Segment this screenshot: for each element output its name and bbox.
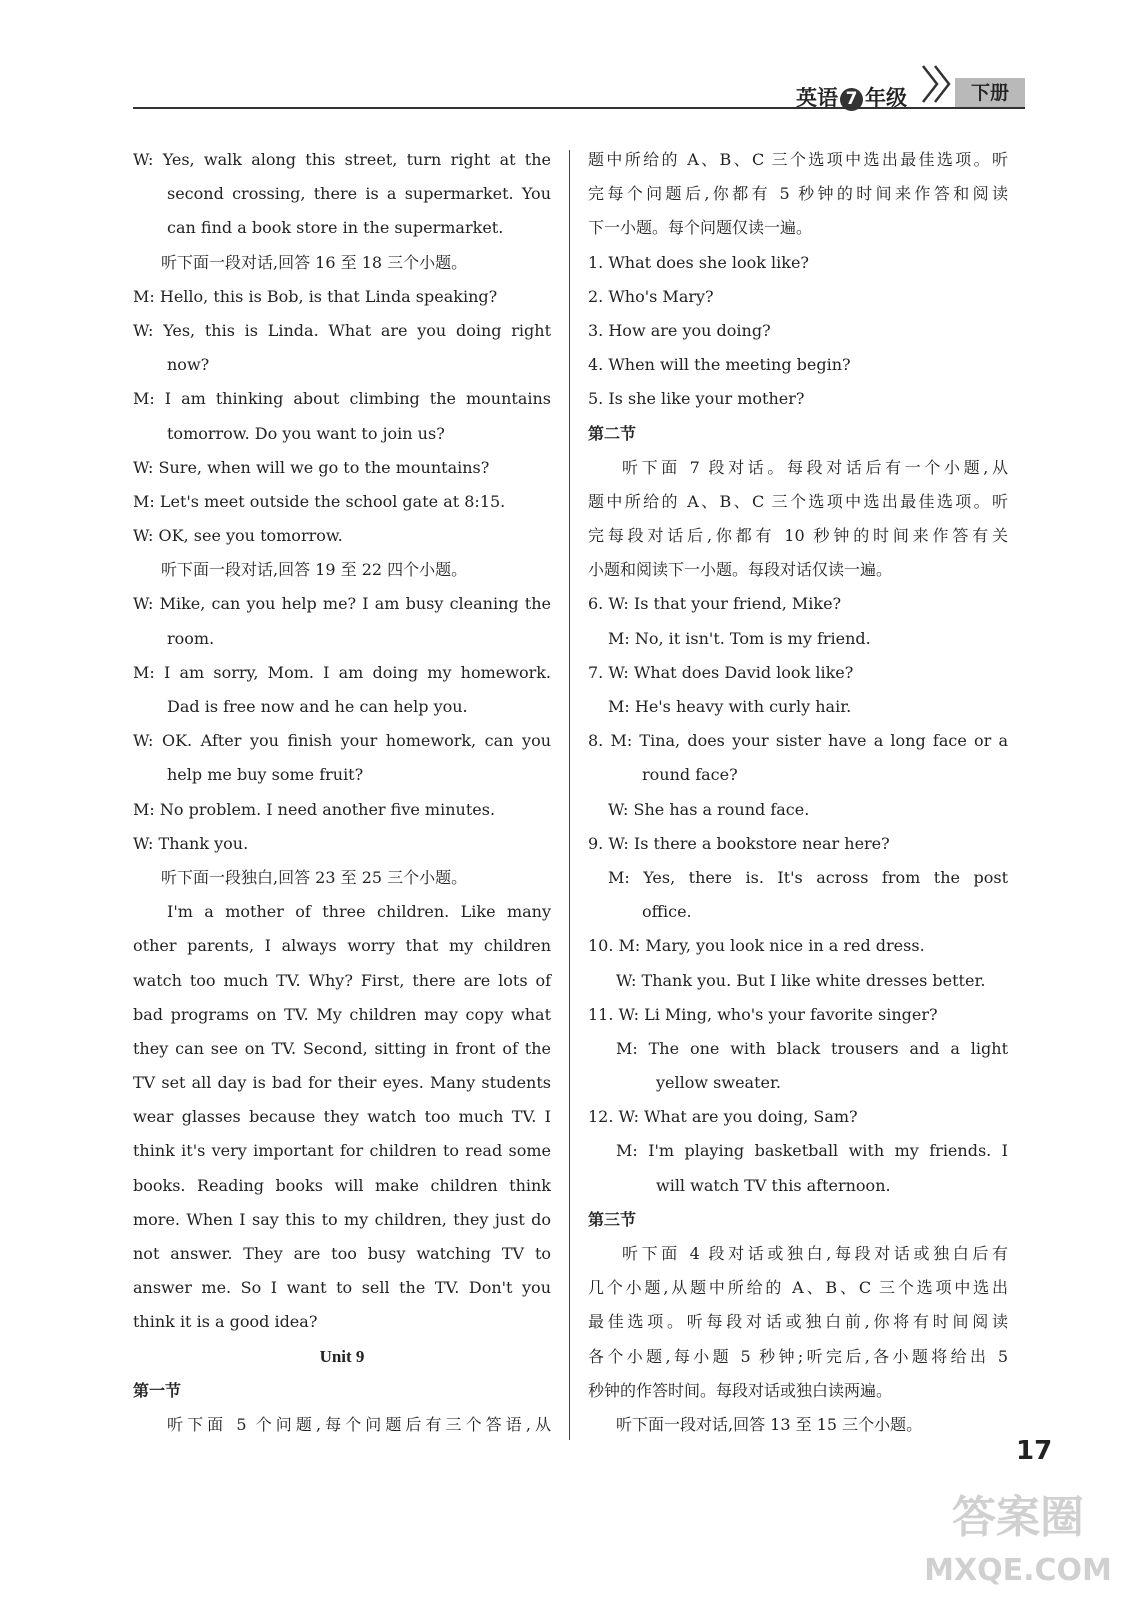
left-column-line: Unit 9 <box>319 1346 365 1366</box>
left-column-line: M: I am thinking about climbing the mountains <box>133 389 551 409</box>
left-column-line: think it's very important for children to read some <box>133 1141 551 1161</box>
right-column-line: 1. What does she look like? <box>588 252 810 272</box>
right-column-line: 2. Who's Mary? <box>588 286 714 306</box>
header-title <box>796 82 907 112</box>
left-column-line: 听下面一段对话,回答 16 至 18 三个小题。 <box>161 252 468 272</box>
left-column-line: they can see on TV. Second, sitting in front of the <box>133 1038 551 1058</box>
right-column-line: W: She has a round face. <box>608 799 810 819</box>
left-column-line: W: OK. After you finish your homework, can you <box>133 731 551 751</box>
right-column-line: 第二节 <box>588 423 637 443</box>
right-column-line: 听下面 4 段对话或独白,每段对话或独白后有 <box>622 1244 1008 1263</box>
right-column-line: 小题和阅读下一小题。每段对话仅读一遍。 <box>588 560 893 580</box>
subject-label: 英语 <box>796 86 838 110</box>
right-column-line: 最佳选项。听每段对话或独白前,你将有时间阅读 <box>588 1312 1008 1332</box>
left-column-line: 听下面一段独白,回答 23 至 25 三个小题。 <box>161 867 468 887</box>
left-column-line: 听下面 5 个问题,每个问题后有三个答语,从 <box>167 1414 551 1434</box>
left-column-line: room. <box>167 628 215 648</box>
left-column-line: W: Mike, can you help me? I am busy cleaning the <box>133 594 551 614</box>
left-column-line: W: Sure, when will we go to the mountains? <box>133 457 490 477</box>
right-column-line: M: The one with black trousers and a light <box>616 1038 1008 1058</box>
left-column-line: answer me. So I want to sell the TV. Don't you <box>133 1278 551 1298</box>
left-column-line: I'm a mother of three children. Like many <box>167 902 551 922</box>
right-column-line: will watch TV this afternoon. <box>656 1175 891 1195</box>
right-column-line: round face? <box>642 765 738 785</box>
left-column <box>133 143 551 1442</box>
right-column-line: 秒钟的作答时间。每段对话或独白读两遍。 <box>588 1380 893 1400</box>
right-column-line: 第三节 <box>588 1209 637 1229</box>
watermark-line1: 答案圈 <box>952 1492 1084 1543</box>
right-column-line: M: Yes, there is. It's across from the post <box>608 867 1008 887</box>
left-column-line: TV set all day is bad for their eyes. Many students <box>133 1073 551 1093</box>
left-column-line: tomorrow. Do you want to join us? <box>167 423 445 443</box>
left-column-line: can find a book store in the supermarket. <box>167 218 504 238</box>
left-column-line: wear glasses because they watch too much TV. I <box>133 1107 551 1127</box>
left-column-line: now? <box>167 355 210 375</box>
right-column-line: yellow sweater. <box>656 1073 781 1093</box>
right-column-line: 题中所给的 A、B、C 三个选项中选出最佳选项。听 <box>588 150 1008 169</box>
column-divider <box>569 150 570 1440</box>
right-column-line: 完每个问题后,你都有 5 秒钟的时间来作答和阅读 <box>588 184 1008 204</box>
right-column-line: 下一小题。每个问题仅读一遍。 <box>588 218 813 238</box>
left-column-line: 听下面一段对话,回答 19 至 22 四个小题。 <box>161 560 468 580</box>
left-column-line: watch too much TV. Why? First, there are lots of <box>133 970 551 990</box>
right-column-line: office. <box>642 902 692 922</box>
right-column-line: 6. W: Is that your friend, Mike? <box>588 594 842 614</box>
left-column-line: think it is a good idea? <box>133 1312 318 1332</box>
right-column-line: M: No, it isn't. Tom is my friend. <box>608 628 871 648</box>
right-column-line: 9. W: Is there a bookstore near here? <box>588 833 890 853</box>
right-column-line: 几个小题,从题中所给的 A、B、C 三个选项中选出 <box>588 1278 1008 1298</box>
right-column-line: 3. How are you doing? <box>588 320 771 340</box>
right-column-line: M: I'm playing basketball with my friends. I <box>616 1141 1008 1161</box>
left-column-line: W: Yes, walk along this street, turn right at the <box>133 150 551 169</box>
left-column-line: W: Yes, this is Linda. What are you doing right <box>133 320 551 340</box>
left-column-line: W: OK, see you tomorrow. <box>133 526 343 546</box>
right-column-line: 11. W: Li Ming, who's your favorite singer? <box>588 1004 938 1024</box>
left-column-line: other parents, I always worry that my children <box>133 936 551 956</box>
grade-suffix-label: 年级 <box>865 86 907 110</box>
right-column-line: 完每段对话后,你都有 10 秒钟的时间来作答有关 <box>588 526 1008 546</box>
right-column-line: M: He's heavy with curly hair. <box>608 697 852 716</box>
left-column-line: help me buy some fruit? <box>167 765 364 785</box>
right-column-line: 7. W: What does David look like? <box>588 662 854 682</box>
left-column-line: more. When I say this to my children, they just do <box>133 1209 551 1229</box>
right-column-line: 10. M: Mary, you look nice in a red dress. <box>588 936 925 956</box>
left-column-line: M: No problem. I need another five minutes. <box>133 799 496 819</box>
left-column-line: M: Hello, this is Bob, is that Linda speaking? <box>133 286 498 306</box>
page-header <box>133 78 1025 110</box>
right-column-line: 4. When will the meeting begin? <box>588 355 851 375</box>
double-chevron-icon <box>919 64 957 104</box>
left-column-line: M: I am sorry, Mom. I am doing my homework. <box>133 662 551 682</box>
right-column-line: 听下面 7 段对话。每段对话后有一个小题,从 <box>622 457 1008 477</box>
left-column-line: W: Thank you. <box>133 833 249 853</box>
right-column-line: 12. W: What are you doing, Sam? <box>588 1107 858 1127</box>
right-column-line: 听下面一段对话,回答 13 至 15 三个小题。 <box>616 1414 923 1434</box>
volume-tab: 下册 <box>955 78 1025 107</box>
right-column-line: 题中所给的 A、B、C 三个选项中选出最佳选项。听 <box>588 491 1008 511</box>
page-number: 17 <box>1016 1436 1053 1466</box>
left-column-line: M: Let's meet outside the school gate at 8:15. <box>133 491 506 511</box>
left-column-line: second crossing, there is a supermarket. You <box>167 184 551 204</box>
right-column-line: 5. Is she like your mother? <box>588 389 805 409</box>
right-column-line: 8. M: Tina, does your sister have a long face or a <box>588 731 1008 751</box>
right-column-line: W: Thank you. But I like white dresses better. <box>616 970 986 990</box>
left-column-line: Dad is free now and he can help you. <box>167 697 468 716</box>
watermark-line2: MXQE.COM <box>924 1553 1112 1588</box>
left-column-line: not answer. They are too busy watching TV to <box>133 1244 551 1263</box>
grade-number-badge: 7 <box>840 88 863 111</box>
watermark-logo <box>918 1480 1118 1590</box>
left-column-line: bad programs on TV. My children may copy what <box>133 1004 551 1024</box>
left-column-line: books. Reading books will make children think <box>133 1175 551 1195</box>
right-column <box>588 143 1008 1442</box>
left-column-line: 第一节 <box>133 1380 182 1400</box>
right-column-line: 各个小题,每小题 5 秒钟;听完后,各小题将给出 5 <box>588 1346 1008 1366</box>
